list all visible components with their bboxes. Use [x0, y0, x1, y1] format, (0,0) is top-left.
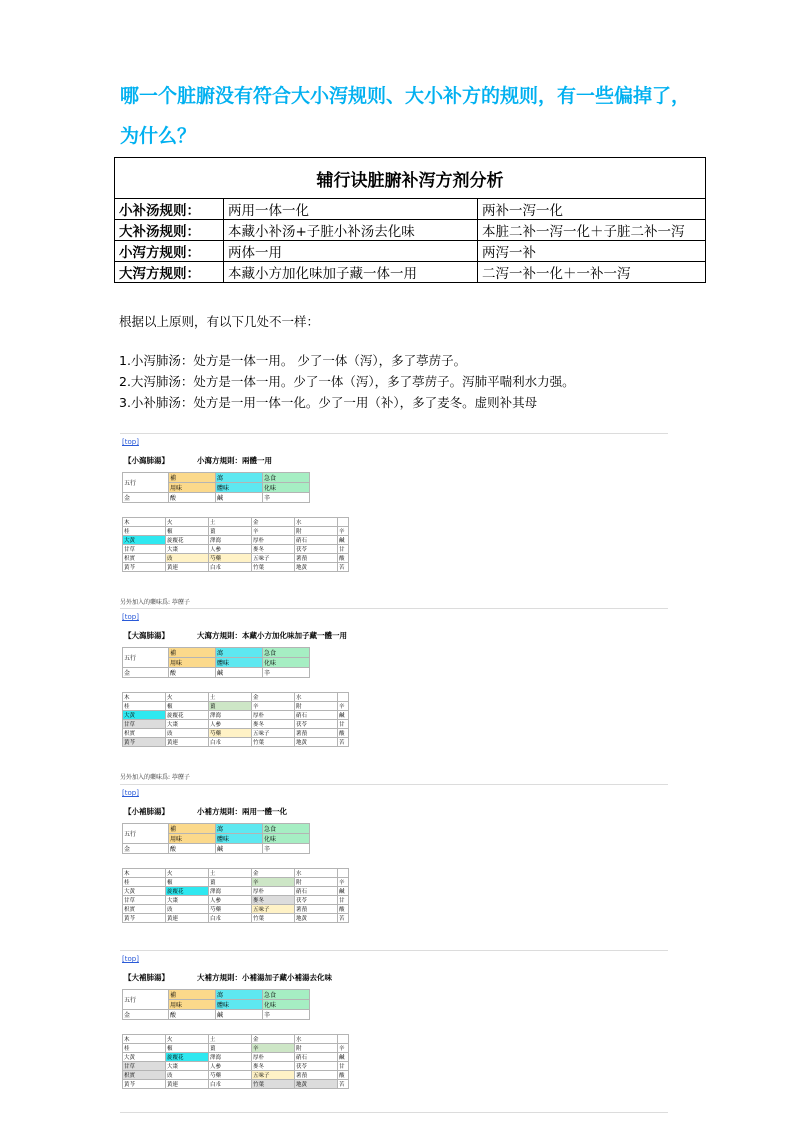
herb-cell: 地黃 [295, 914, 338, 923]
herb-header-cell: 土 [209, 1035, 252, 1044]
herb-cell: 椒 [166, 702, 209, 711]
rule-label: 小补汤规则： [115, 199, 224, 220]
wuxing-cell: 體味 [216, 834, 263, 844]
herb-header-cell: 木 [123, 1035, 166, 1044]
wuxing-cell: 化味 [263, 658, 310, 668]
wuxing-cell: 酸 [169, 668, 216, 678]
section-title [124, 455, 272, 466]
herb-cell: 白朮 [209, 563, 252, 572]
wuxing-table [122, 823, 310, 854]
herb-cell: 人參 [209, 545, 252, 554]
herb-cell: 黃芩 [123, 563, 166, 572]
wuxing-cell: 體味 [216, 483, 263, 493]
wuxing-cell: 補 [169, 648, 216, 658]
herb-cell: 桂 [123, 1044, 166, 1053]
herb-cell: 附 [295, 527, 338, 536]
herb-cell: 附 [295, 878, 338, 887]
section-rule: 大瀉方規則：本藏小方加化味加子藏一體一用 [197, 631, 347, 640]
rule-cell: 两体一用 [224, 241, 478, 262]
herb-cell: 大棗 [166, 720, 209, 729]
herb-cell: 厚朴 [252, 887, 295, 896]
wuxing-cell: 急食 [263, 824, 310, 834]
wuxing-cell: 酸 [169, 1010, 216, 1020]
section-divider [120, 1112, 668, 1113]
herb-cell: 甘 [338, 720, 349, 729]
herb-table [122, 692, 349, 747]
herb-header-cell: 金 [252, 1035, 295, 1044]
herb-cell: 地黃 [295, 1080, 338, 1089]
wuxing-cell: 酸 [169, 493, 216, 503]
wuxing-cell: 鹹 [216, 493, 263, 503]
herb-cell: 五味子 [252, 905, 295, 914]
herb-cell: 厚朴 [252, 711, 295, 720]
herb-cell: 黃連 [166, 1080, 209, 1089]
herb-cell: 椒 [166, 1044, 209, 1053]
herb-cell: 地黃 [295, 738, 338, 747]
herb-cell: 大黃 [123, 711, 166, 720]
herb-cell: 黃芩 [123, 1080, 166, 1089]
herb-header-cell: 水 [295, 693, 338, 702]
wuxing-cell: 瀉 [216, 648, 263, 658]
herb-cell: 五味子 [252, 554, 295, 563]
herb-header-cell: 火 [166, 518, 209, 527]
herb-cell: 附 [295, 702, 338, 711]
herb-cell: 辛 [338, 527, 349, 536]
herb-cell: 鹹 [338, 887, 349, 896]
wuxing-cell: 鹹 [216, 668, 263, 678]
section-formula-name: 【小瀉肺湯】 [124, 456, 169, 465]
wuxing-cell: 用味 [169, 834, 216, 844]
wuxing-cell: 補 [169, 824, 216, 834]
wuxing-cell: 辛 [263, 493, 310, 503]
herb-header-cell: 水 [295, 1035, 338, 1044]
herb-cell: 辛 [252, 702, 295, 711]
wuxing-cell: 瀉 [216, 824, 263, 834]
wuxing-cell: 化味 [263, 834, 310, 844]
wuxing-cell: 體味 [216, 1000, 263, 1010]
herb-cell: 旋覆花 [166, 711, 209, 720]
wuxing-table [122, 472, 310, 503]
herb-cell: 地黃 [295, 563, 338, 572]
herb-header-cell [338, 869, 349, 878]
herb-cell: 茯苓 [295, 545, 338, 554]
herb-cell: 五味子 [252, 729, 295, 738]
top-link[interactable]: [top] [122, 789, 139, 797]
wuxing-cell: 補 [169, 990, 216, 1000]
herb-cell: 芍藥 [209, 905, 252, 914]
wuxing-cell: 急食 [263, 473, 310, 483]
section-divider [120, 608, 668, 609]
herb-cell: 酸 [338, 1071, 349, 1080]
rule-label: 小泻方规则： [115, 241, 224, 262]
herb-cell: 甘 [338, 545, 349, 554]
rule-cell: 两用一体一化 [224, 199, 478, 220]
wuxing-cell: 鹹 [216, 1010, 263, 1020]
herb-cell: 大棗 [166, 896, 209, 905]
herb-cell: 澤瀉 [209, 887, 252, 896]
rule-cell: 二泻一补一化＋一补一泻 [478, 262, 706, 283]
rule-cell: 本脏二补一泻一化＋子脏二补一泻 [478, 220, 706, 241]
analysis-item: 1.小泻肺汤：处方是一体一用。 少了一体（泻），多了葶苈子。 [119, 353, 467, 368]
herb-cell: 鹹 [338, 536, 349, 545]
rule-label: 大补汤规则： [115, 220, 224, 241]
rule-label: 大泻方规则： [115, 262, 224, 283]
herb-cell: 澤瀉 [209, 711, 252, 720]
rules-table [114, 157, 706, 283]
added-herb-note: 另外加入的藥味爲: 葶藶子 [120, 599, 190, 606]
wuxing-cell: 用味 [169, 483, 216, 493]
herb-cell: 麥冬 [252, 545, 295, 554]
herb-cell: 苦 [338, 738, 349, 747]
section-rule: 大補方規則：小補湯加子藏小補湯去化味 [197, 973, 332, 982]
herb-cell: 甘 [338, 896, 349, 905]
herb-header-cell: 水 [295, 869, 338, 878]
herb-cell: 椒 [166, 527, 209, 536]
section-rule: 小補方規則：兩用一體一化 [197, 807, 287, 816]
herb-cell: 竹葉 [252, 738, 295, 747]
herb-cell: 硝石 [295, 887, 338, 896]
herb-cell: 澤瀉 [209, 536, 252, 545]
rule-cell: 两泻一补 [478, 241, 706, 262]
wuxing-cell: 酸 [169, 844, 216, 854]
herb-header-cell: 木 [123, 693, 166, 702]
herb-cell: 白朮 [209, 1080, 252, 1089]
herb-header-cell: 金 [252, 869, 295, 878]
herb-cell: 旋覆花 [166, 887, 209, 896]
section-formula-name: 【小補肺湯】 [124, 807, 169, 816]
herb-cell: 鹹 [338, 1053, 349, 1062]
herb-cell: 薑 [209, 1044, 252, 1053]
herb-header-cell: 土 [209, 693, 252, 702]
herb-header-cell: 土 [209, 869, 252, 878]
rule-cell: 本藏小方加化味加子藏一体一用 [224, 262, 478, 283]
herb-cell: 附 [295, 1044, 338, 1053]
herb-cell: 人參 [209, 720, 252, 729]
herb-header-cell [338, 693, 349, 702]
herb-cell: 厚朴 [252, 536, 295, 545]
herb-cell: 桂 [123, 702, 166, 711]
herb-header-cell: 木 [123, 869, 166, 878]
herb-cell: 甘草 [123, 896, 166, 905]
herb-cell: 麥冬 [252, 720, 295, 729]
wuxing-cell: 五行 [123, 473, 169, 493]
wuxing-cell: 金 [123, 493, 169, 503]
rule-cell: 本藏小补汤+子脏小补汤去化味 [224, 220, 478, 241]
herb-cell: 薑 [209, 702, 252, 711]
herb-cell: 辛 [338, 702, 349, 711]
wuxing-cell: 金 [123, 1010, 169, 1020]
herb-cell: 薯蕷 [295, 729, 338, 738]
herb-cell: 辛 [338, 1044, 349, 1053]
herb-header-cell: 金 [252, 518, 295, 527]
herb-cell: 茯苓 [295, 720, 338, 729]
herb-cell: 大黃 [123, 1053, 166, 1062]
herb-header-cell: 火 [166, 693, 209, 702]
wuxing-cell: 急食 [263, 648, 310, 658]
herb-cell: 桂 [123, 527, 166, 536]
herb-cell: 厚朴 [252, 1053, 295, 1062]
herb-cell: 麥冬 [252, 896, 295, 905]
wuxing-cell: 補 [169, 473, 216, 483]
herb-cell: 辛 [338, 878, 349, 887]
section-divider [120, 784, 668, 785]
herb-cell: 薯蕷 [295, 1071, 338, 1080]
wuxing-cell: 五行 [123, 990, 169, 1010]
herb-cell: 辛 [252, 878, 295, 887]
herb-header-cell: 木 [123, 518, 166, 527]
herb-cell: 芍藥 [209, 729, 252, 738]
herb-cell: 茯苓 [295, 1062, 338, 1071]
rule-cell: 两补一泻一化 [478, 199, 706, 220]
herb-cell: 茯苓 [295, 896, 338, 905]
herb-cell: 枳實 [123, 729, 166, 738]
herb-cell: 人參 [209, 1062, 252, 1071]
herb-cell: 豉 [166, 905, 209, 914]
herb-cell: 薯蕷 [295, 905, 338, 914]
herb-cell: 人參 [209, 896, 252, 905]
herb-cell: 甘草 [123, 720, 166, 729]
herb-header-cell: 金 [252, 693, 295, 702]
wuxing-cell: 瀉 [216, 473, 263, 483]
wuxing-cell: 五行 [123, 648, 169, 668]
herb-cell: 芍藥 [209, 554, 252, 563]
wuxing-cell: 化味 [263, 1000, 310, 1010]
herb-cell: 大棗 [166, 1062, 209, 1071]
section-title [124, 972, 332, 983]
top-link[interactable]: [top] [122, 613, 139, 621]
question-heading-line2: 为什么？ [120, 125, 197, 147]
section-title [124, 630, 347, 641]
wuxing-cell: 金 [123, 844, 169, 854]
section-formula-name: 【大補肺湯】 [124, 973, 169, 982]
wuxing-cell: 五行 [123, 824, 169, 844]
herb-cell: 黃連 [166, 563, 209, 572]
question-heading-line1: 哪一个脏腑没有符合大小泻规则、大小补方的规则，有一些偏掉了， [120, 85, 691, 107]
herb-cell: 辛 [252, 1044, 295, 1053]
analysis-item: 3.小补肺汤：处方是一用一体一化。少了一用（补），多了麦冬。虚则补其母 [119, 395, 538, 410]
section-formula-name: 【大瀉肺湯】 [124, 631, 169, 640]
herb-cell: 苦 [338, 914, 349, 923]
herb-cell: 麥冬 [252, 1062, 295, 1071]
herb-table [122, 868, 349, 923]
wuxing-cell: 鹹 [216, 844, 263, 854]
herb-cell: 枳實 [123, 554, 166, 563]
wuxing-cell: 用味 [169, 1000, 216, 1010]
herb-cell: 酸 [338, 729, 349, 738]
herb-header-cell [338, 1035, 349, 1044]
section-title [124, 806, 287, 817]
herb-cell: 薑 [209, 878, 252, 887]
herb-cell: 五味子 [252, 1071, 295, 1080]
herb-cell: 豉 [166, 729, 209, 738]
wuxing-cell: 辛 [263, 668, 310, 678]
herb-header-cell: 土 [209, 518, 252, 527]
herb-cell: 枳實 [123, 905, 166, 914]
herb-cell: 鹹 [338, 711, 349, 720]
herb-header-cell: 火 [166, 869, 209, 878]
herb-cell: 旋覆花 [166, 1053, 209, 1062]
herb-cell: 辛 [252, 527, 295, 536]
herb-cell: 薯蕷 [295, 554, 338, 563]
top-link[interactable]: [top] [122, 438, 139, 446]
herb-cell: 大棗 [166, 545, 209, 554]
herb-cell: 黃芩 [123, 738, 166, 747]
herb-cell: 硝石 [295, 711, 338, 720]
top-link[interactable]: [top] [122, 955, 139, 963]
wuxing-cell: 金 [123, 668, 169, 678]
herb-cell: 豉 [166, 554, 209, 563]
herb-cell: 豉 [166, 1071, 209, 1080]
wuxing-cell: 瀉 [216, 990, 263, 1000]
herb-cell: 芍藥 [209, 1071, 252, 1080]
herb-cell: 薑 [209, 527, 252, 536]
section-divider [120, 433, 668, 434]
rules-table-title: 辅行诀脏腑补泻方剂分析 [115, 158, 706, 199]
herb-cell: 黃連 [166, 914, 209, 923]
wuxing-cell: 辛 [263, 844, 310, 854]
herb-cell: 旋覆花 [166, 536, 209, 545]
wuxing-cell: 辛 [263, 1010, 310, 1020]
wuxing-cell: 急食 [263, 990, 310, 1000]
herb-cell: 苦 [338, 1080, 349, 1089]
herb-cell: 硝石 [295, 536, 338, 545]
wuxing-table [122, 989, 310, 1020]
herb-table [122, 1034, 349, 1089]
herb-cell: 酸 [338, 554, 349, 563]
herb-cell: 黃芩 [123, 914, 166, 923]
herb-cell: 甘草 [123, 545, 166, 554]
herb-header-cell: 水 [295, 518, 338, 527]
herb-cell: 甘草 [123, 1062, 166, 1071]
herb-cell: 竹葉 [252, 563, 295, 572]
herb-cell: 澤瀉 [209, 1053, 252, 1062]
herb-cell: 甘 [338, 1062, 349, 1071]
herb-cell: 椒 [166, 878, 209, 887]
herb-cell: 大黃 [123, 887, 166, 896]
herb-cell: 黃連 [166, 738, 209, 747]
herb-header-cell: 火 [166, 1035, 209, 1044]
wuxing-cell: 化味 [263, 483, 310, 493]
herb-cell: 白朮 [209, 738, 252, 747]
section-divider [120, 950, 668, 951]
herb-cell: 大黃 [123, 536, 166, 545]
section-rule: 小瀉方規則：兩體一用 [197, 456, 272, 465]
herb-header-cell [338, 518, 349, 527]
herb-cell: 桂 [123, 878, 166, 887]
herb-cell: 枳實 [123, 1071, 166, 1080]
herb-cell: 硝石 [295, 1053, 338, 1062]
herb-cell: 竹葉 [252, 914, 295, 923]
wuxing-cell: 體味 [216, 658, 263, 668]
analysis-intro: 根据以上原则，有以下几处不一样： [119, 314, 320, 329]
wuxing-cell: 用味 [169, 658, 216, 668]
herb-table [122, 517, 349, 572]
herb-cell: 白朮 [209, 914, 252, 923]
herb-cell: 酸 [338, 905, 349, 914]
analysis-item: 2.大泻肺汤：处方是一体一用。少了一体（泻），多了葶苈子。泻肺平喘利水力强。 [119, 374, 575, 389]
added-herb-note: 另外加入的藥味爲: 葶藶子 [120, 774, 190, 781]
herb-cell: 竹葉 [252, 1080, 295, 1089]
wuxing-table [122, 647, 310, 678]
herb-cell: 苦 [338, 563, 349, 572]
